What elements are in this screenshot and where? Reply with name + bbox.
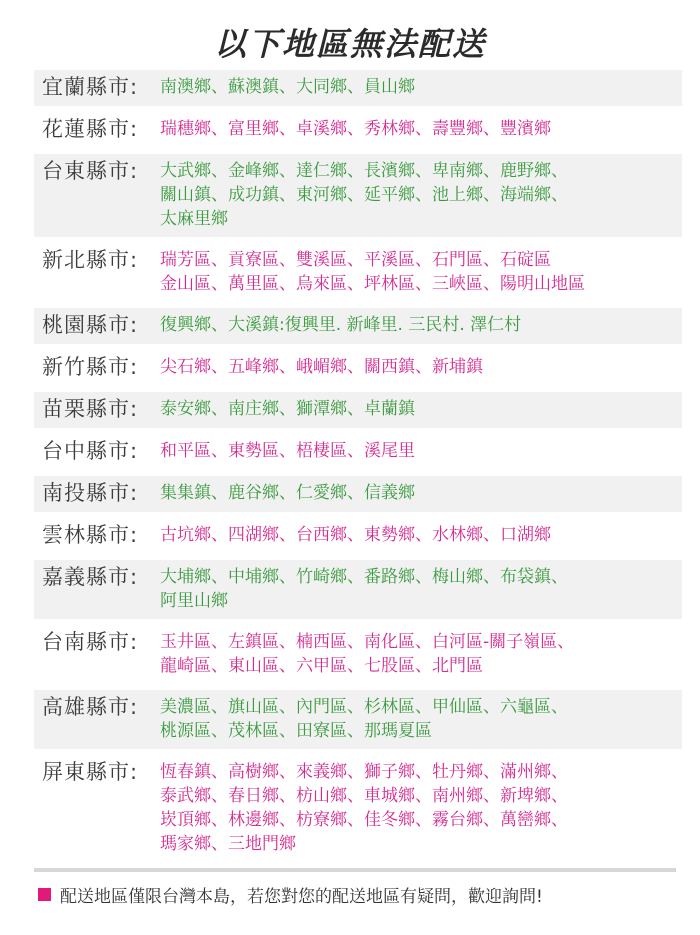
area-line: 南澳鄉、蘇澳鎮、大同鄉、員山鄉 <box>160 77 415 97</box>
county-name: 台中縣市: <box>42 439 139 463</box>
area-line: 阿里山鄉 <box>160 591 228 611</box>
region-row <box>34 243 682 302</box>
region-row <box>34 476 682 512</box>
area-line: 瑪家鄉、三地門鄉 <box>160 834 296 854</box>
area-line: 龍崎區、東山區、六甲區、七股區、北門區 <box>160 656 483 676</box>
region-row <box>34 350 682 386</box>
region-row <box>34 308 682 344</box>
page-title: 以下地區無法配送 <box>213 25 486 63</box>
area-list <box>160 759 682 856</box>
no-delivery-table <box>34 70 682 862</box>
region-row <box>34 154 682 237</box>
area-list <box>160 629 682 678</box>
area-line: 尖石鄉、五峰鄉、峨嵋鄉、關西鎮、新埔鎮 <box>160 357 483 377</box>
area-list <box>160 354 682 379</box>
region-row <box>34 755 682 862</box>
county-name: 屏東縣市: <box>42 760 139 784</box>
county-name: 新北縣市: <box>42 248 139 272</box>
area-list <box>160 694 682 743</box>
region-row <box>34 518 682 554</box>
area-line: 玉井區、左鎮區、楠西區、南化區、白河區-關子嶺區、 <box>160 632 575 652</box>
area-list <box>160 116 682 141</box>
county-name: 嘉義縣市: <box>42 565 139 589</box>
county-name: 桃園縣市: <box>42 313 139 337</box>
area-line: 金山區、萬里區、烏來區、坪林區、三峽區、陽明山地區 <box>160 274 585 294</box>
area-line: 崁頂鄉、林邊鄉、枋寮鄉、佳冬鄉、霧台鄉、萬巒鄉、 <box>160 810 568 830</box>
county-name: 台南縣市: <box>42 630 139 654</box>
region-row <box>34 625 682 684</box>
region-row <box>34 392 682 428</box>
area-line: 太麻里鄉 <box>160 209 228 229</box>
area-list <box>160 522 682 547</box>
region-row <box>34 690 682 749</box>
divider <box>34 868 676 872</box>
county-name: 南投縣市: <box>42 481 139 505</box>
area-line: 美濃區、旗山區、內門區、杉林區、甲仙區、六龜區、 <box>160 697 568 717</box>
area-line: 恆春鎮、高樹鄉、來義鄉、獅子鄉、牡丹鄉、滿州鄉、 <box>160 762 568 782</box>
county-name: 新竹縣市: <box>42 355 139 379</box>
county-name: 苗栗縣市: <box>42 397 139 421</box>
delivery-note <box>38 882 700 907</box>
county-name: 花蓮縣市: <box>42 117 139 141</box>
area-line: 古坑鄉、四湖鄉、台西鄉、東勢鄉、水林鄉、口湖鄉 <box>160 525 551 545</box>
region-row <box>34 112 682 148</box>
area-list <box>160 312 682 337</box>
county-name: 高雄縣市: <box>42 695 139 719</box>
area-line: 大武鄉、金峰鄉、達仁鄉、長濱鄉、卑南鄉、鹿野鄉、 <box>160 161 568 181</box>
area-line: 桃源區、茂林區、田寮區、那瑪夏區 <box>160 721 432 741</box>
area-line: 泰武鄉、春日鄉、枋山鄉、車城鄉、南州鄉、新埤鄉、 <box>160 786 568 806</box>
area-list <box>160 158 682 231</box>
county-name: 雲林縣市: <box>42 523 139 547</box>
note-text: 配送地區僅限台灣本島，若您對您的配送地區有疑問，歡迎詢問! <box>60 887 543 907</box>
bullet-square-icon <box>38 888 51 901</box>
county-name: 宜蘭縣市: <box>42 75 139 99</box>
region-row <box>34 70 682 106</box>
area-line: 大埔鄉、中埔鄉、竹崎鄉、番路鄉、梅山鄉、布袋鎮、 <box>160 567 568 587</box>
area-line: 集集鎮、鹿谷鄉、仁愛鄉、信義鄉 <box>160 483 415 503</box>
region-row <box>34 560 682 619</box>
area-line: 瑞芳區、貢寮區、雙溪區、平溪區、石門區、石碇區 <box>160 250 551 270</box>
area-list <box>160 396 682 421</box>
area-list <box>160 564 682 613</box>
area-list <box>160 247 682 296</box>
area-list <box>160 480 682 505</box>
area-line: 瑞穗鄉、富里鄉、卓溪鄉、秀林鄉、壽豐鄉、豐濱鄉 <box>160 119 551 139</box>
area-list <box>160 74 682 99</box>
area-list <box>160 438 682 463</box>
area-line: 關山鎮、成功鎮、東河鄉、延平鄉、池上鄉、海端鄉、 <box>160 185 568 205</box>
region-row <box>34 434 682 470</box>
county-name: 台東縣市: <box>42 159 139 183</box>
area-line: 復興鄉、大溪鎮:復興里. 新峰里. 三民村. 澤仁村 <box>160 315 522 335</box>
area-line: 和平區、東勢區、梧棲區、溪尾里 <box>160 441 415 461</box>
area-line: 泰安鄉、南庄鄉、獅潭鄉、卓蘭鎮 <box>160 399 415 419</box>
